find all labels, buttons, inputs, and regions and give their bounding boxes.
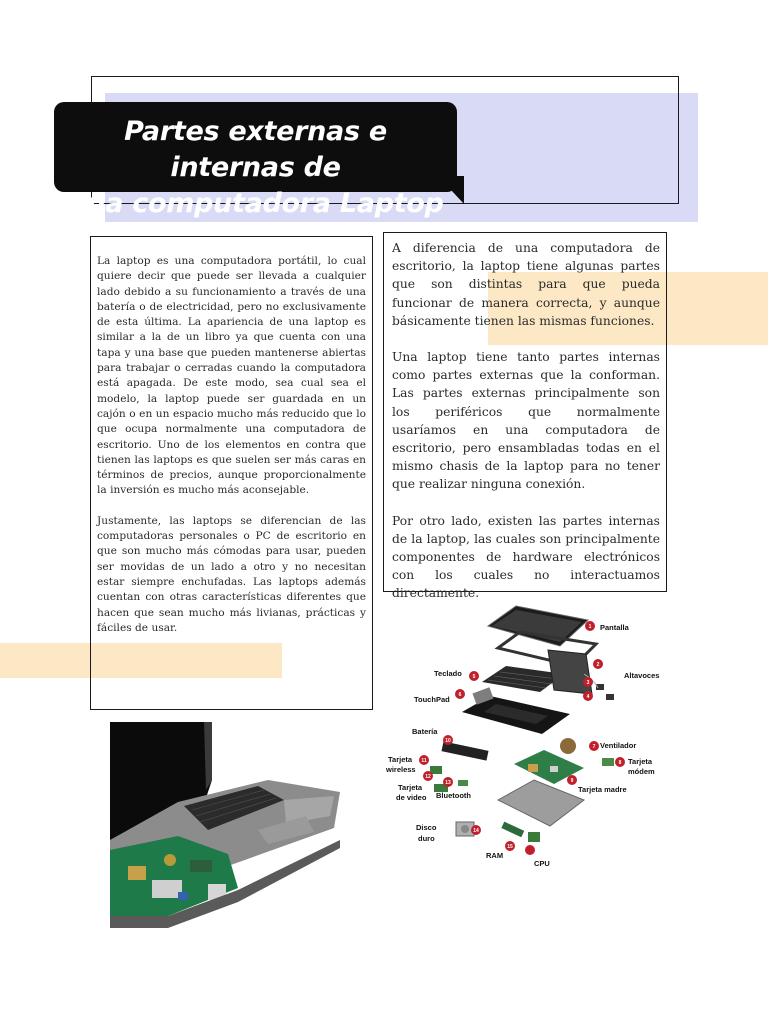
callout-number: 15 (507, 844, 513, 850)
label-ventilador: Ventilador (600, 741, 637, 750)
label-tarjeta-video-2: de video (396, 793, 427, 802)
base-chassis (498, 780, 584, 826)
cpu-part (528, 832, 540, 842)
callout-number: 5 (472, 674, 476, 680)
label-bluetooth: Bluetooth (436, 791, 471, 800)
label-tarjeta-madre: Tarjeta madre (578, 785, 627, 794)
callout-number: 6 (458, 692, 462, 698)
label-bateria: Batería (412, 727, 438, 736)
callout-number: 4 (586, 694, 590, 700)
callout-number: 11 (421, 758, 427, 764)
right-text-box (383, 232, 667, 601)
label-disco: Disco (416, 823, 437, 832)
label-altavoces: Altavoces (624, 671, 660, 680)
exploded-laptop-diagram (378, 604, 668, 876)
title-line-1: Partes externas e internas de (124, 116, 387, 183)
label-cpu: CPU (534, 859, 550, 868)
fan-part (560, 738, 576, 754)
callout-number: 14 (473, 828, 479, 834)
callout-number: 1 (588, 624, 592, 630)
left-paragraph-1: La laptop es una computadora portátil, lo cual quiere decir que puede ser llevada a cualquier lado debido a su funcionamiento a través de una batería o de electricidad, pero no exclusivamente de esta última. La apariencia de una laptop es similar a la de un libro ya que cuenta con una tapa y una base que pueden mantenerse abiertas para trabajar o cerradas cuando la computadora está apagada. De este modo, sea cual sea el modelo, la laptop puede ser guardada en un cajón o en un espacio mucho más reducido que lo que ocupa normalmente una computadora de escritorio. Uno de los elementos en contra que tienen las laptops es que suelen ser más caras en términos de precios, aunque proporcionalmente la inversión es mucho más aconsejable. (97, 255, 366, 497)
label-teclado: Teclado (434, 669, 462, 678)
label-disco-2: duro (418, 834, 435, 843)
label-tarjeta-wireless-2: wireless (386, 765, 416, 774)
callout-number: 12 (425, 774, 431, 780)
title-line-2: una computadora Laptop (67, 188, 444, 219)
right-paragraph-1: A diferencia de una computadora de escritorio, la laptop tiene algunas partes que son distintas para que pueda funcionar de manera correcta, y aunque básicamente tienen las mismas funciones. (392, 241, 660, 328)
callout-number: 9 (570, 778, 574, 784)
page-title (54, 102, 457, 219)
right-paragraph-3: Por otro lado, existen las partes internas de la laptop, las cuales son principalmente componentes de hardware electrónicos con los cuales no interactuamos directamente. (392, 513, 660, 601)
label-tarjeta-modem-2: módem (628, 767, 655, 776)
label-tarjeta-video: Tarjeta (398, 783, 423, 792)
callout-number: 8 (618, 760, 622, 766)
callout-number: 10 (445, 738, 451, 744)
callout-number: 3 (586, 680, 590, 686)
callout-number: 7 (592, 744, 596, 750)
label-tarjeta-wireless: Tarjeta (388, 755, 413, 764)
label-tarjeta-modem: Tarjeta (628, 757, 653, 766)
speech-bubble-tail (438, 176, 464, 204)
callout-number: 13 (445, 780, 451, 786)
label-ram: RAM (486, 851, 504, 860)
right-paragraph-2: Una laptop tiene tanto partes internas como partes externas que la conforman. Las partes externas principalmente son los periféricos que normalmente usaríamos en una computadora de escritorio, pero ensambladas todas en el mismo chasis de la laptop para no tener que realizar ninguna conexión. (392, 350, 660, 492)
left-paragraph-2: Justamente, las laptops se diferencian de las computadoras personales o PC de escritorio en que son mucho más cómodas para usar, pueden ser movidas de un lado a otro y no necesitan estar siempre enchufadas. Las laptops además cuentan con otras características diferentes que hacen que sean mucho más livianas, prácticas y fáciles de usar. (97, 514, 366, 634)
label-pantalla: Pantalla (600, 623, 629, 632)
callout-number: 2 (596, 662, 600, 668)
ram-part (501, 822, 524, 838)
laptop-photo (108, 720, 360, 930)
label-touchpad: TouchPad (414, 695, 450, 704)
left-text-box (90, 236, 373, 710)
